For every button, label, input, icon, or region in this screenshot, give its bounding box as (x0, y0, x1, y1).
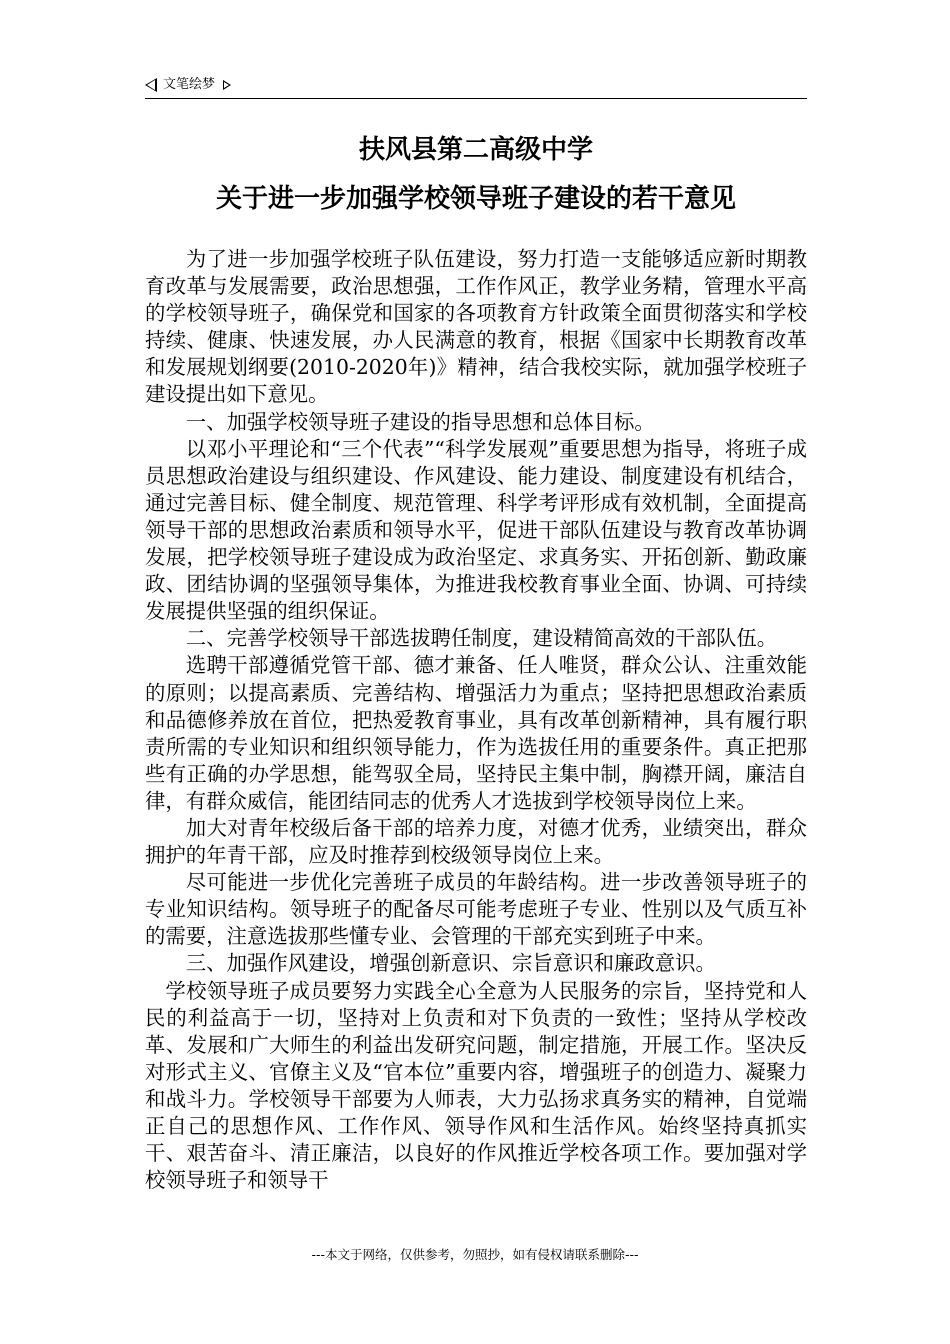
paragraph-section-2c: 尽可能进一步优化完善班子成员的年龄结构。进一步改善领导班子的专业知识结构。领导班子的配备尽可能考虑班子专业、性别以及气质互补的需要，注意选拔那些懂专业、会管理的干部充实到班子中来。 (145, 870, 807, 949)
triangle-left-outline-icon (145, 78, 157, 92)
paragraph-section-3: 学校领导班子成员要努力实践全心全意为人民服务的宗旨，坚持党和人民的利益高于一切，坚持对上负责和对下负责的一致性；坚持从学校改革、发展和广大师生的利益出发研究问题，制定措施，开展工作。坚决反对形式主义、官僚主义及“官本位”重要内容，增强班子的创造力、凝聚力和战斗力。学校领导干部要为人师表，大力弘扬求真务实的精神，自觉端正自己的思想作风、工作作风、领导作风和生活作风。始终坚持真抓实干、艰苦奋斗、清正廉洁，以良好的作风推近学校各项工作。要加强对学校领导班子和领导干 (145, 978, 807, 1193)
page-header (145, 74, 807, 99)
paragraph-intro: 为了进一步加强学校班子队伍建设，努力打造一支能够适应新时期教育改革与发展需要，政治思想强，工作作风正，教学业务精，管理水平高的学校领导班子，确保党和国家的各项教育方针政策全面贯彻落实和学校持续、健康、快速发展，办人民满意的教育，根据《国家中长期教育改革和发展规划纲要(2010-2020年)》精神，结合我校实际，就加强学校班子建设提出如下意见。 (145, 247, 807, 407)
paragraph-section-2a: 选聘干部遵循党管干部、德才兼备、任人唯贤，群众公认、注重效能的原则；以提高素质、完善结构、增强活力为重点；坚持把思想政治素质和品德修养放在首位，把热爱教育事业，具有改革创新精神，具有履行职责所需的专业知识和组织领导能力，作为选拔任用的重要条件。真正把那些有正确的办学思想，能驾驭全局，坚持民主集中制，胸襟开阔，廉洁自律，有群众威信，能团结同志的优秀人才选拔到学校领导岗位上来。 (145, 653, 807, 813)
section-heading-2: 二、完善学校领导干部选拔聘任制度，建设精简高效的干部队伍。 (185, 626, 778, 651)
document-title-line1: 扶风县第二高级中学 (358, 135, 593, 165)
document-title-line2: 关于进一步加强学校领导班子建设的若干意见 (215, 184, 736, 214)
document-body (145, 246, 807, 1194)
section-heading-3: 三、加强作风建设，增强创新意识、宗旨意识和廉政意识。 (185, 951, 716, 976)
paragraph-section-2b: 加大对青年校级后备干部的培养力度，对德才优秀，业绩突出，群众拥护的年青干部，应及时推荐到校级领导岗位上来。 (145, 815, 807, 868)
section-heading-1: 一、加强学校领导班子建设的指导思想和总体目标。 (185, 409, 655, 434)
page-footer: ---本文于网络，仅供参考，勿照抄，如有侵权请联系删除--- (311, 1247, 639, 1262)
triangle-right-outline-icon (223, 80, 231, 90)
paragraph-section-1: 以邓小平理论和“三个代表”“科学发展观”重要思想为指导，将班子成员思想政治建设与组织建设、作风建设、能力建设、制度建设有机结合，通过完善目标、健全制度、规范管理、科学考评形成有效机制，全面提高领导干部的思想政治素质和领导水平，促进干部队伍建设与教育改革协调发展，把学校领导班子建设成为政治坚定、求真务实、开拓创新、勤政廉政、团结协调的坚强领导集体，为推进我校教育事业全面、协调、可持续发展提供坚强的组织保证。 (145, 436, 807, 624)
header-text: 文笔绘梦 (163, 77, 216, 92)
